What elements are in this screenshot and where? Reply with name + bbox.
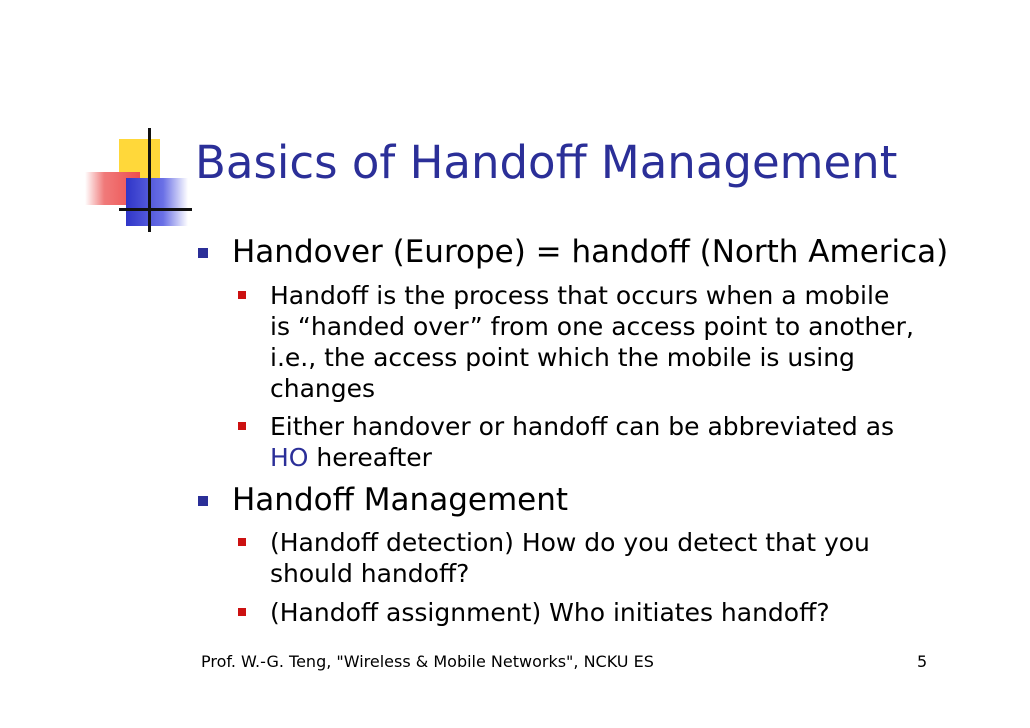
bullet-text: Handoff Management — [232, 482, 569, 518]
text-line: (Handoff assignment) Who initiates handoff? — [270, 598, 830, 627]
text-line — [270, 442, 930, 473]
text-line: Handoff is the process that occurs when a mobile — [270, 281, 890, 310]
text-fragment: hereafter — [308, 443, 432, 472]
text-line: is “handed over” from one access point to another, — [270, 312, 914, 341]
square-bullet-icon — [198, 248, 208, 258]
text-line: should handoff? — [270, 559, 470, 588]
text-line: Either handover or handoff can be abbreviated as — [270, 412, 895, 441]
square-bullet-icon — [198, 496, 208, 506]
sub-bullet-text — [270, 280, 930, 404]
ho-abbreviation: HO — [270, 443, 309, 472]
sub-bullet-text — [270, 411, 930, 473]
text-line: i.e., the access point which the mobile is using — [270, 343, 855, 372]
page-number: 5 — [917, 652, 928, 671]
blue-square-decoration — [126, 178, 188, 226]
slide-logo-decoration — [82, 126, 192, 232]
square-bullet-icon — [238, 291, 246, 299]
horizontal-line-decoration — [119, 208, 192, 211]
text-line: changes — [270, 374, 376, 403]
vertical-line-decoration — [148, 128, 151, 232]
bullet-text: Handover (Europe) = handoff (North America) — [232, 234, 949, 270]
square-bullet-icon — [238, 422, 246, 430]
text-line: (Handoff detection) How do you detect that you — [270, 528, 870, 557]
slide-footer: Prof. W.-G. Teng, "Wireless & Mobile Networks", NCKU ES — [201, 652, 654, 671]
square-bullet-icon — [238, 608, 246, 616]
square-bullet-icon — [238, 538, 246, 546]
sub-bullet-text — [270, 597, 930, 628]
slide-title: Basics of Handoff Management — [195, 136, 898, 189]
sub-bullet-text — [270, 527, 930, 589]
